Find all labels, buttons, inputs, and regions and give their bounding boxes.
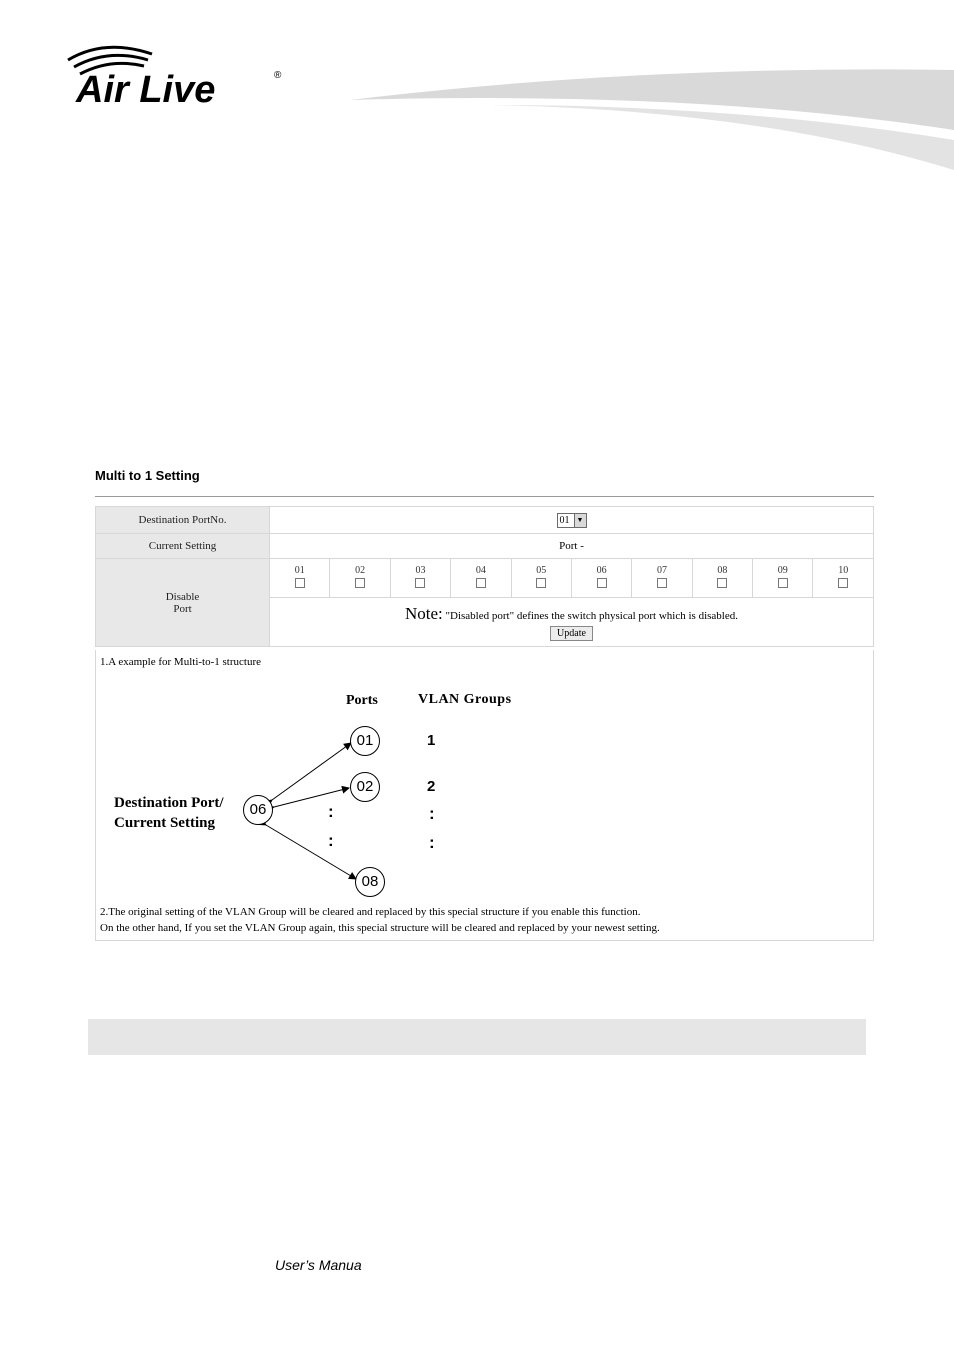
port-cell-04: 04 xyxy=(451,559,511,598)
disable-port-checkbox-05[interactable] xyxy=(536,578,546,588)
destination-port-label: Destination PortNo. xyxy=(96,507,270,534)
port-circle-08: 08 xyxy=(355,867,385,897)
current-setting-label: Current Setting xyxy=(96,534,270,559)
destination-port-value: 01 xyxy=(559,514,570,526)
air-live-logo xyxy=(60,40,300,115)
diagram-intro: 1.A example for Multi-to-1 structure xyxy=(100,656,261,668)
disable-port-label: Disable Port xyxy=(96,559,270,647)
disable-port-checkbox-03[interactable] xyxy=(415,578,425,588)
port-cell-08: 08 xyxy=(692,559,752,598)
port-cell-03: 03 xyxy=(390,559,450,598)
disable-port-checkbox-04[interactable] xyxy=(476,578,486,588)
vlan-ellipsis-2: : xyxy=(429,833,435,852)
port-ellipsis-1: : xyxy=(328,802,334,821)
vlan-groups-header: VLAN Groups xyxy=(418,692,512,707)
destination-port-circle: 06 xyxy=(243,795,273,825)
page-title: Multi to 1 Setting xyxy=(95,468,200,483)
section-bar xyxy=(88,1019,866,1055)
vlan-group-1: 1 xyxy=(427,732,436,749)
disable-port-checkbox-01[interactable] xyxy=(295,578,305,588)
destination-port-caption: Destination Port/ xyxy=(114,795,224,811)
port-cell-05: 05 xyxy=(511,559,571,598)
dropdown-arrow-icon: ▼ xyxy=(574,514,586,527)
title-divider xyxy=(95,496,874,497)
vlan-ellipsis-1: : xyxy=(429,804,435,823)
port-cell-07: 07 xyxy=(632,559,692,598)
port-cell-02: 02 xyxy=(330,559,390,598)
disable-port-checkbox-06[interactable] xyxy=(597,578,607,588)
destination-port-select[interactable] xyxy=(557,513,587,528)
diagram-note-line2: On the other hand, If you set the VLAN Group again, this special structure will be cleared and replaced by your newest setting. xyxy=(100,922,660,934)
port-ellipsis-2: : xyxy=(328,831,334,850)
multi-to-1-diagram xyxy=(95,650,874,941)
port-cell-10: 10 xyxy=(813,559,874,598)
port-cell-09: 09 xyxy=(753,559,813,598)
arrow-06-to-01 xyxy=(272,743,351,800)
port-cell-06: 06 xyxy=(571,559,631,598)
header-swoosh xyxy=(340,60,954,180)
disable-port-checkbox-10[interactable] xyxy=(838,578,848,588)
update-button[interactable]: Update xyxy=(550,626,593,641)
note-text: "Disabled port" defines the switch physical port which is disabled. xyxy=(442,609,738,622)
port-circle-02: 02 xyxy=(350,772,380,802)
ports-header: Ports xyxy=(346,693,378,708)
logo-text: Air Live xyxy=(76,69,216,111)
footer-text: User’s Manua xyxy=(275,1257,362,1273)
diagram-arrows xyxy=(96,650,873,940)
disable-port-checkbox-02[interactable] xyxy=(355,578,365,588)
current-setting-caption: Current Setting xyxy=(114,815,215,831)
disable-port-checkbox-09[interactable] xyxy=(778,578,788,588)
multi-to-1-settings-table xyxy=(95,506,874,647)
current-setting-value: Port - xyxy=(270,534,874,559)
port-circle-01: 01 xyxy=(350,726,380,756)
diagram-note-line1: 2.The original setting of the VLAN Group will be cleared and replaced by this special structure if you enable this function. xyxy=(100,906,641,918)
arrow-06-to-08 xyxy=(266,825,356,879)
disable-port-checkbox-08[interactable] xyxy=(717,578,727,588)
note-prefix: Note: xyxy=(404,603,443,623)
disable-port-checkbox-07[interactable] xyxy=(657,578,667,588)
port-cell-01: 01 xyxy=(270,559,330,598)
note-cell xyxy=(270,598,874,647)
vlan-group-2: 2 xyxy=(427,778,436,795)
registered-mark: ® xyxy=(274,70,282,81)
